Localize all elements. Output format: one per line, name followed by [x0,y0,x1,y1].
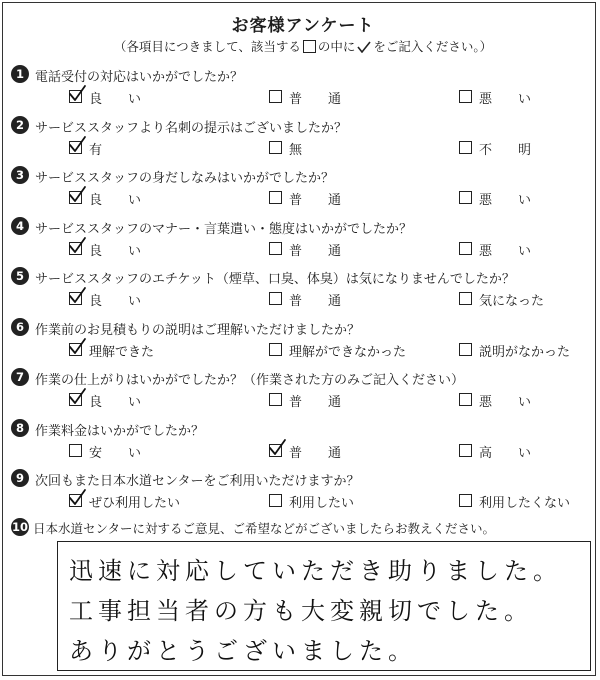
handwritten-line-2: 工事担当者の方も大変親切でした。 [69,597,533,625]
option-label: 良 い [89,193,142,208]
checkmark-icon [68,136,86,154]
question-text: 作業の仕上がりはいかがでしたか？（作業された方のみご記入ください） [35,373,465,388]
option-label: 無 [289,143,303,158]
answer-checkbox[interactable] [269,343,282,356]
question-number-badge: 7 [11,368,29,386]
question-number-badge: 3 [11,166,29,184]
question-text: サービススタッフの身だしなみはいかがでしたか？ [35,171,335,186]
checkmark-icon [68,388,86,406]
option-label: 悪 い [479,244,532,259]
option-label: 理解できた [89,345,155,360]
checkmark-sample-icon [357,41,371,53]
option-label: 高 い [479,446,532,461]
answer-checkbox[interactable] [459,191,472,204]
checkmark-icon [68,338,86,356]
checkmark-icon [68,287,86,305]
option-label: 普 通 [289,446,342,461]
answer-checkbox[interactable] [459,90,472,103]
option-label: 不 明 [479,143,532,158]
option-label: 利用したい [289,496,355,511]
answer-checkbox[interactable] [69,191,82,204]
question-text: 作業前のお見積もりの説明はご理解いただけましたか？ [35,323,361,338]
handwritten-line-1: 迅速に対応していただき助りました。 [69,557,562,585]
checkmark-icon [268,439,286,457]
option-label: 良 い [89,244,142,259]
option-label: 良 い [89,92,142,107]
option-label: 悪 い [479,193,532,208]
survey-form [2,2,596,676]
answer-checkbox[interactable] [459,141,472,154]
answer-checkbox[interactable] [269,494,282,507]
answer-checkbox[interactable] [69,444,82,457]
answer-checkbox[interactable] [69,242,82,255]
answer-checkbox[interactable] [459,444,472,457]
answer-checkbox[interactable] [269,242,282,255]
question-text: 電話受付の対応はいかがでしたか？ [35,70,244,85]
answer-checkbox[interactable] [69,292,82,305]
question-text: サービススタッフのエチケット（煙草、口臭、体臭）は気になりませんでしたか？ [35,272,515,287]
question-number-badge: 9 [11,469,29,487]
option-label: 利用したくない [479,496,571,511]
answer-checkbox[interactable] [269,393,282,406]
answer-checkbox[interactable] [69,141,82,154]
answer-checkbox[interactable] [269,141,282,154]
option-label: 良 い [89,395,142,410]
answer-checkbox[interactable] [69,343,82,356]
answer-checkbox[interactable] [69,494,82,507]
option-label: 普 通 [289,395,342,410]
checkmark-icon [68,237,86,255]
option-label: 良 い [89,294,142,309]
question-text: サービススタッフのマナー・言葉遣い・態度はいかがでしたか？ [35,222,413,237]
answer-checkbox[interactable] [269,292,282,305]
checkmark-icon [68,489,86,507]
answer-checkbox[interactable] [269,191,282,204]
option-label: 安 い [89,446,142,461]
question-number-badge: 1 [11,65,29,83]
instruction-text-after: をご記入ください。） [373,39,493,54]
option-label: 普 通 [289,193,342,208]
instruction [3,37,600,55]
answer-checkbox[interactable] [69,90,82,103]
question-number-badge: 4 [11,217,29,235]
option-label: ぜひ利用したい [89,496,181,511]
question-text: 作業料金はいかがでしたか？ [35,424,205,439]
option-label: 悪 い [479,92,532,107]
question-number-badge: 8 [11,419,29,437]
answer-checkbox[interactable] [269,90,282,103]
option-label: 普 通 [289,92,342,107]
option-label: 普 通 [289,294,342,309]
instruction-text-before: （各項目につきまして、該当する [113,39,301,54]
answer-checkbox[interactable] [459,292,472,305]
option-label: 説明がなかった [479,345,571,360]
option-label: 悪 い [479,395,532,410]
question-number-badge: 5 [11,267,29,285]
answer-checkbox[interactable] [459,242,472,255]
checkbox-sample-icon [303,40,316,53]
question-10-text: 日本水道センターに対するご意見、ご希望などがございましたらお教えください。 [33,521,496,536]
option-label: 理解ができなかった [289,345,407,360]
option-label: 有 [89,143,103,158]
checkmark-icon [68,85,86,103]
question-text: 次回もまた日本水道センターをご利用いただけますか？ [35,474,360,489]
handwritten-line-3: ありがとうございました。 [69,637,417,665]
answer-checkbox[interactable] [459,494,472,507]
question-number-badge: 6 [11,318,29,336]
checkmark-icon [68,186,86,204]
answer-checkbox[interactable] [269,444,282,457]
option-label: 普 通 [289,244,342,259]
question-number-badge: 10 [11,520,28,534]
answer-checkbox[interactable] [459,393,472,406]
answer-checkbox[interactable] [69,393,82,406]
instruction-text-middle: の中に [317,39,356,54]
answer-checkbox[interactable] [459,343,472,356]
question-number-badge: 2 [11,116,29,134]
question-text: サービススタッフより名刺の提示はございましたか？ [35,121,348,136]
option-label: 気になった [479,294,545,309]
form-title: お客様アンケート [231,16,375,36]
